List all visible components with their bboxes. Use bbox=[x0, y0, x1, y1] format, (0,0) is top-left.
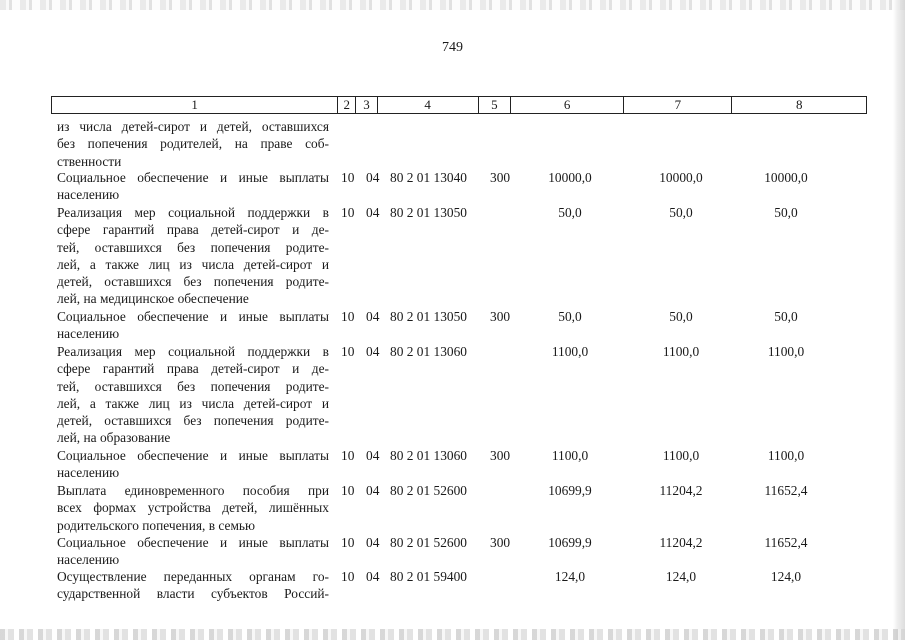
table-header bbox=[51, 96, 867, 114]
description-line: лей, на образование bbox=[57, 430, 171, 446]
row-description bbox=[57, 169, 329, 204]
header-col-3: 3 bbox=[356, 97, 377, 114]
amount-col-7: 1100,0 bbox=[662, 448, 700, 463]
section-code: 10 bbox=[341, 309, 355, 324]
subsection-code: 04 bbox=[366, 205, 380, 220]
amount-col-6: 1100,0 bbox=[551, 448, 589, 463]
expense-type-code: 300 bbox=[490, 535, 511, 550]
section-code: 10 bbox=[341, 344, 355, 359]
description-line: сударственной власти субъектов Россий- bbox=[57, 586, 329, 602]
amount-col-6: 10000,0 bbox=[548, 170, 592, 185]
description-line: населению bbox=[57, 187, 120, 203]
row-description bbox=[57, 343, 329, 447]
description-line: Социальное обеспечение и иные выплаты bbox=[57, 535, 329, 550]
subsection-code: 04 bbox=[366, 170, 380, 185]
expense-type-code: 300 bbox=[490, 170, 511, 185]
amount-col-8: 11652,4 bbox=[764, 483, 808, 498]
row-description bbox=[57, 534, 329, 569]
row-description bbox=[57, 204, 329, 308]
description-line: из числа детей-сирот и детей, оставшихся bbox=[57, 119, 329, 134]
amount-col-8: 50,0 bbox=[774, 205, 798, 220]
target-article-code: 80 2 01 13060 bbox=[390, 448, 467, 463]
amount-col-7: 11204,2 bbox=[659, 535, 703, 550]
description-line: Выплата единовременного пособия при bbox=[57, 483, 329, 498]
description-line: тей, оставшихся без попечения родите- bbox=[57, 378, 329, 394]
header-col-8: 8 bbox=[732, 97, 867, 114]
section-code: 10 bbox=[341, 483, 355, 498]
subsection-code: 04 bbox=[366, 448, 380, 463]
target-article-code: 80 2 01 13060 bbox=[390, 344, 467, 359]
description-line: лей, а также лиц из числа детей-сирот и bbox=[57, 256, 329, 272]
amount-col-6: 10699,9 bbox=[548, 535, 592, 550]
amount-col-7: 50,0 bbox=[669, 309, 693, 324]
header-col-1: 1 bbox=[52, 97, 338, 114]
description-line: детей, оставшихся без попечения родите- bbox=[57, 413, 329, 429]
amount-col-7: 124,0 bbox=[665, 569, 697, 584]
description-line: ственности bbox=[57, 153, 122, 169]
page-number: 749 bbox=[442, 40, 463, 55]
description-line: всех формах устройства детей, лишённых bbox=[57, 500, 329, 516]
section-code: 10 bbox=[341, 170, 355, 185]
target-article-code: 80 2 01 13050 bbox=[390, 205, 467, 220]
amount-col-8: 11652,4 bbox=[764, 535, 808, 550]
description-line: населению bbox=[57, 552, 120, 568]
target-article-code: 80 2 01 52600 bbox=[390, 535, 467, 550]
header-col-4: 4 bbox=[377, 97, 478, 114]
description-line: Осуществление переданных органам го- bbox=[57, 569, 329, 584]
description-line: Реализация мер социальной поддержки в bbox=[57, 344, 329, 359]
amount-col-8: 50,0 bbox=[774, 309, 798, 324]
row-description bbox=[57, 118, 329, 170]
description-line: лей, на медицинское обеспечение bbox=[57, 291, 249, 307]
scan-edge-top bbox=[0, 0, 905, 10]
target-article-code: 80 2 01 59400 bbox=[390, 569, 467, 584]
expense-type-code: 300 bbox=[490, 309, 511, 324]
scan-edge-right bbox=[893, 0, 905, 640]
description-line: населению bbox=[57, 326, 120, 342]
subsection-code: 04 bbox=[366, 344, 380, 359]
row-description bbox=[57, 568, 329, 603]
description-line: Социальное обеспечение и иные выплаты bbox=[57, 309, 329, 324]
row-description bbox=[57, 482, 329, 534]
subsection-code: 04 bbox=[366, 483, 380, 498]
amount-col-6: 50,0 bbox=[558, 205, 582, 220]
amount-col-8: 124,0 bbox=[770, 569, 802, 584]
description-line: родительского попечения, в семью bbox=[57, 517, 256, 533]
subsection-code: 04 bbox=[366, 309, 380, 324]
target-article-code: 80 2 01 13040 bbox=[390, 170, 467, 185]
amount-col-6: 124,0 bbox=[554, 569, 586, 584]
description-line: населению bbox=[57, 465, 120, 481]
amount-col-6: 10699,9 bbox=[548, 483, 592, 498]
row-description bbox=[57, 447, 329, 482]
header-col-7: 7 bbox=[624, 97, 732, 114]
description-line: сфере гарантий права детей-сирот и де- bbox=[57, 222, 329, 238]
amount-col-7: 10000,0 bbox=[659, 170, 703, 185]
target-article-code: 80 2 01 52600 bbox=[390, 483, 467, 498]
section-code: 10 bbox=[341, 535, 355, 550]
description-line: без попечения родителей, на праве соб- bbox=[57, 136, 329, 152]
section-code: 10 bbox=[341, 205, 355, 220]
description-line: Социальное обеспечение и иные выплаты bbox=[57, 448, 329, 463]
amount-col-8: 10000,0 bbox=[764, 170, 808, 185]
section-code: 10 bbox=[341, 448, 355, 463]
amount-col-7: 11204,2 bbox=[659, 483, 703, 498]
description-line: лей, а также лиц из числа детей-сирот и bbox=[57, 395, 329, 411]
description-line: детей, оставшихся без попечения родите- bbox=[57, 274, 329, 290]
amount-col-8: 1100,0 bbox=[767, 344, 805, 359]
description-line: сфере гарантий права детей-сирот и де- bbox=[57, 361, 329, 377]
amount-col-7: 1100,0 bbox=[662, 344, 700, 359]
subsection-code: 04 bbox=[366, 535, 380, 550]
description-line: тей, оставшихся без попечения родите- bbox=[57, 239, 329, 255]
section-code: 10 bbox=[341, 569, 355, 584]
target-article-code: 80 2 01 13050 bbox=[390, 309, 467, 324]
header-col-6: 6 bbox=[511, 97, 624, 114]
subsection-code: 04 bbox=[366, 569, 380, 584]
amount-col-6: 1100,0 bbox=[551, 344, 589, 359]
description-line: Реализация мер социальной поддержки в bbox=[57, 205, 329, 220]
description-line: Социальное обеспечение и иные выплаты bbox=[57, 170, 329, 185]
amount-col-8: 1100,0 bbox=[767, 448, 805, 463]
header-col-2: 2 bbox=[338, 97, 356, 114]
amount-col-7: 50,0 bbox=[669, 205, 693, 220]
amount-col-6: 50,0 bbox=[558, 309, 582, 324]
row-description bbox=[57, 308, 329, 343]
header-col-5: 5 bbox=[478, 97, 510, 114]
expense-type-code: 300 bbox=[490, 448, 511, 463]
scan-edge-bottom bbox=[0, 629, 905, 640]
